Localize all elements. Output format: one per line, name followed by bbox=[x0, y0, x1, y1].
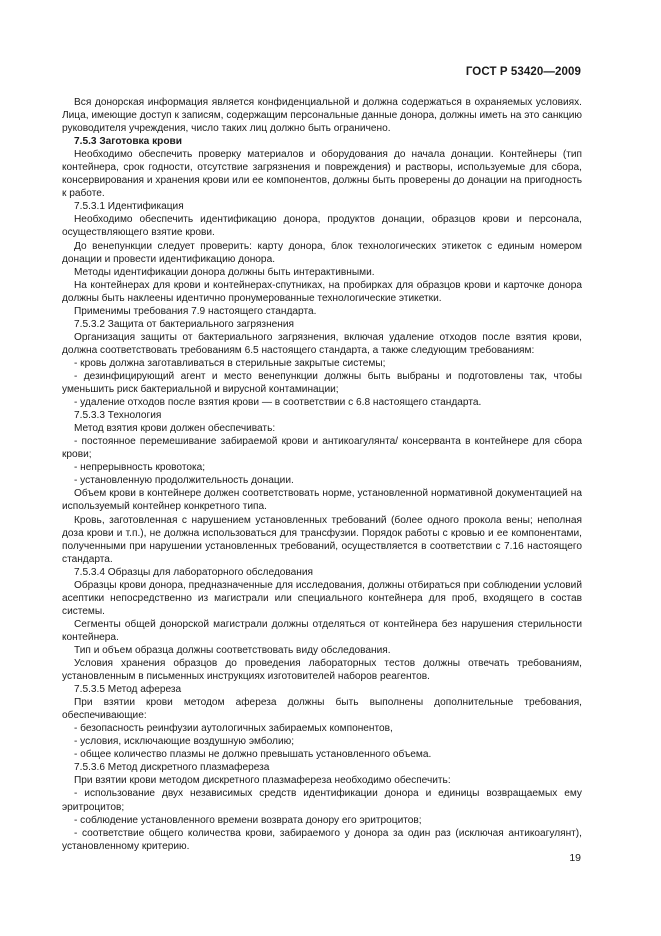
paragraph: 7.5.3.3 Технология bbox=[74, 410, 162, 422]
paragraph: Сегменты общей донорской магистрали должны отделяться от контейнера без нарушения стерильности контейнера. bbox=[62, 618, 582, 643]
paragraph: - дезинфицирующий агент и место венепункции должны быть выбраны и подготовлены так, чтобы уменьшить риск бактериальной и вирусной контаминации; bbox=[62, 370, 582, 396]
paragraph: 7.5.3.5 Метод афереза bbox=[74, 684, 182, 696]
paragraph: Метод взятия крови должен обеспечивать: bbox=[74, 423, 276, 435]
paragraph: Образцы крови донора, предназначенные для исследования, должны отбираться при соблюдении условий асептики непосредственно из магистрали или специального контейнера для проб, входящего в состав системы. bbox=[62, 579, 582, 617]
paragraph: Тип и объем образца должны соответствовать виду обследования. bbox=[74, 644, 391, 656]
paragraph: 7.5.3.4 Образцы для лабораторного обследования bbox=[74, 566, 314, 578]
paragraph: При взятии крови методом афереза должны быть выполнены дополнительные требования, обеспечивающие: bbox=[62, 697, 582, 722]
paragraph: - использование двух независимых средств идентификации донора и единицы возвращаемых ему эритроцитов; bbox=[62, 788, 582, 813]
paragraph: Необходимо обеспечить идентификацию донора, продуктов донации, образцов крови и персонала, осуществляющего взятие крови. bbox=[62, 214, 582, 239]
paragraph: 7.5.3.2 Защита от бактериального загрязнения bbox=[74, 318, 295, 330]
paragraph: - общее количество плазмы не должно превышать установленного объема. bbox=[74, 749, 432, 761]
paragraph: - соответствие общего количества крови, забираемого у донора за один раз (исключая антикоагулянт), установленному критерию. bbox=[62, 827, 582, 852]
paragraph: Необходимо обеспечить проверку материалов и оборудования до начала донации. Контейнеры (тип контейнера, срок годности, отсутствие загрязнения и повреждения) и растворы, используемые для сбора, консервирования и хранения крови или ее компонентов, должны быть проверены до донации на пригодность к работе. bbox=[62, 149, 582, 200]
paragraph: - соблюдение установленного времени возврата донору его эритроцитов; bbox=[74, 814, 422, 826]
paragraph: Применимы требования 7.9 настоящего стандарта. bbox=[74, 305, 317, 317]
paragraph: - установленную продолжительность донации. bbox=[74, 475, 294, 487]
paragraph: Методы идентификации донора должны быть интерактивными. bbox=[74, 266, 375, 278]
paragraph: - удаление отходов после взятия крови — в соответствии с 6.8 настоящего стандарта. bbox=[74, 397, 482, 409]
page-number: 19 bbox=[569, 852, 581, 864]
document-code: ГОСТ Р 53420—2009 bbox=[465, 66, 581, 78]
paragraph: Вся донорская информация является конфиденциальной и должна содержаться в охраняемых условиях. Лица, имеющие доступ к записям, содержащим персональные данные донора, должны иметь на это санкцию руководителя учреждения, число таких лиц должно быть ограничено. bbox=[62, 97, 582, 135]
document-body bbox=[62, 96, 582, 853]
section-heading: 7.5.3 Заготовка крови bbox=[74, 136, 182, 148]
paragraph: На контейнерах для крови и контейнерах-спутниках, на пробирках для образцов крови и карточке донора должны быть наклеены идентично пронумерованные технологические этикетки. bbox=[62, 279, 582, 304]
paragraph: При взятии крови методом дискретного плазмафереза необходимо обеспечить: bbox=[74, 775, 451, 787]
paragraph: - кровь должна заготавливаться в стерильные закрытые системы; bbox=[74, 357, 386, 369]
paragraph: 7.5.3.1 Идентификация bbox=[74, 201, 184, 213]
paragraph: - безопасность реинфузии аутологичных забираемых компонентов, bbox=[74, 723, 393, 735]
paragraph: - постоянное перемешивание забираемой крови и антикоагулянта/ консерванта в контейнере для сбора крови; bbox=[62, 436, 582, 461]
paragraph: До венепункции следует проверить: карту донора, блок технологических этикеток с единым номером донации и провести идентификацию донора. bbox=[62, 240, 582, 265]
paragraph: Организация защиты от бактериального загрязнения, включая удаление отходов после взятия крови, должна соответствовать требованиям 6.5 настоящего стандарта, а также следующим требованиям: bbox=[62, 331, 582, 356]
paragraph: - непрерывность кровотока; bbox=[74, 462, 206, 474]
paragraph: 7.5.3.6 Метод дискретного плазмафереза bbox=[74, 762, 270, 774]
paragraph: - условия, исключающие воздушную эмболию; bbox=[74, 736, 295, 748]
paragraph: Объем крови в контейнере должен соответствовать норме, установленной нормативной документацией на используемый контейнер конкретного типа. bbox=[62, 488, 582, 513]
paragraph: Условия хранения образцов до проведения лабораторных тестов должны отвечать требованиям, установленным в письменных инструкциях изготовителей наборов реагентов. bbox=[62, 658, 582, 683]
paragraph: Кровь, заготовленная с нарушением установленных требований (более одного прокола вены; неполная доза крови и т.п.), не должна использоваться для трансфузии. Порядок работы с кровью и ее компонентами, полученными при нарушении установленных требований, осуществляется в соответствии с 7.16 настоящего стандарта. bbox=[62, 514, 582, 565]
